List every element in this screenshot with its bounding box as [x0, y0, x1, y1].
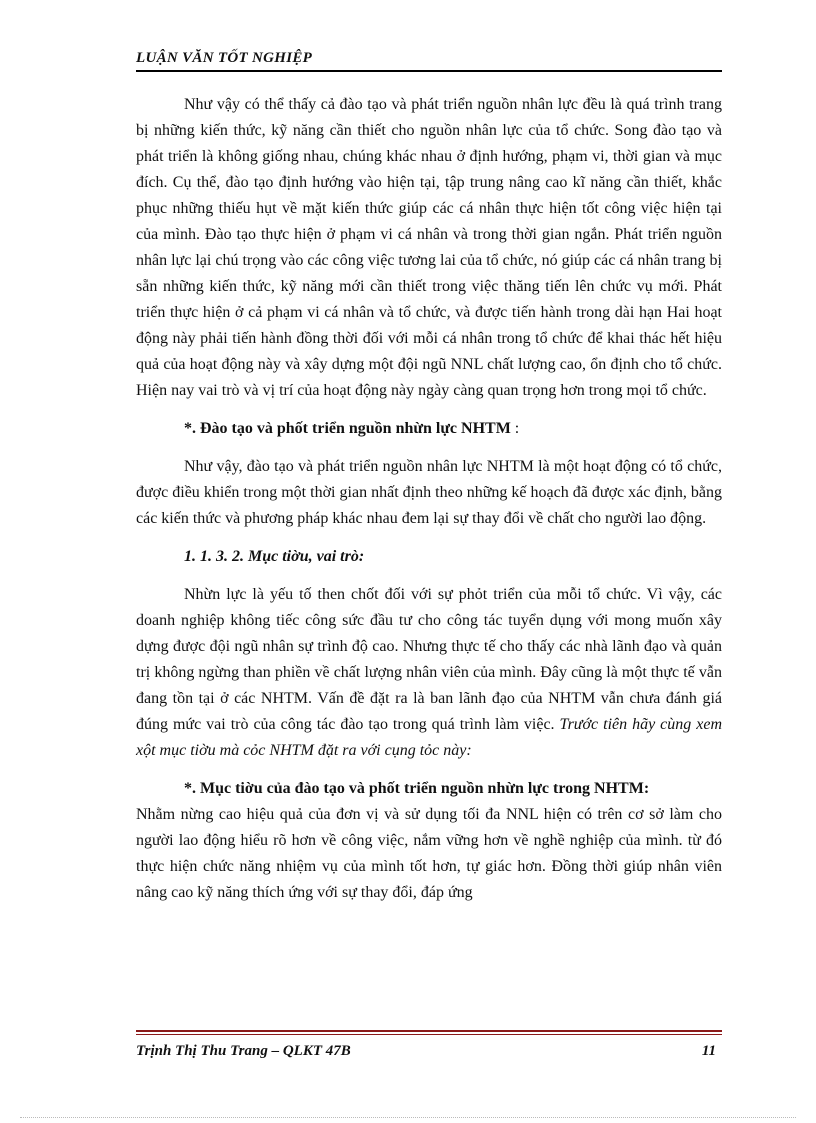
footer-rule-thin — [136, 1034, 722, 1035]
footer-rule-thick — [136, 1030, 722, 1032]
paragraph-1: Như vậy có thể thấy cả đào tạo và phát triển nguồn nhân lực đều là quá trình trang bị những kiến thức, kỹ năng cần thiết cho nguồn nhân lực của tổ chức. Song đào tạo và phát triển là không giống nhau, chúng khác nhau ở định hướng, phạm vi, thời gian và mục đích. Cụ thể, đào tạo định hướng vào hiện tại, tập trung nâng cao kĩ năng cần thiết, khắc phục những thiếu hụt về mặt kiến thức giúp các cá nhân thực hiện tốt công việc hiện tại của mình. Đào tạo thực hiện ở phạm vi cá nhân và trong thời gian ngắn. Phát triển nguồn nhân lực lại chú trọng vào các công việc tương lai của tổ chức, nó giúp các cá nhân trang bị sẵn những kiến thức, kỹ năng mới cần thiết trong việc thăng tiến lên chức vụ mới. Phát triển thực hiện ở cả phạm vi cá nhân và tổ chức, và được tiến hành trong dài hạn Hai hoạt động này phải tiến hành đồng thời đối với mỗi cá nhân trong tổ chức để khai thác hết hiệu quả của hoạt động này và xây dựng một đội ngũ NNL chất lượng cao, ổn định cho tổ chức. Hiện nay vai trò và vị trí của hoạt động này ngày càng quan trọng hơn trong mọi tổ chức. — [136, 96, 722, 399]
section-heading-1 — [136, 416, 722, 442]
page-footer — [136, 1040, 722, 1062]
document-body — [136, 92, 722, 906]
section-heading-3: *. Mục tiờu của đào tạo và phốt triển nguồn nhừn lực trong NHTM: — [184, 780, 650, 797]
header-title: LUẬN VĂN TỐT NGHIỆP — [136, 50, 313, 66]
section-heading-2: 1. 1. 3. 2. Mục tiờu, vai trò: — [184, 548, 365, 565]
heading-1-suffix: : — [510, 420, 520, 437]
paragraph-4: Nhằm nừng cao hiệu quả của đơn vị và sử dụng tối đa NNL hiện có trên cơ sở làm cho người lao động hiểu rõ hơn về công việc, nắm vững hơn về nghề nghiệp của mình. từ đó thực hiện chức năng nhiệm vụ của mình tốt hơn, tự giác hơn. Đồng thời giúp nhân viên nâng cao kỹ năng thích ứng với sự thay đổi, đáp ứng — [136, 806, 722, 901]
paragraph-3-italic: Trước tiên hãy cùng xem xột mục tiờu mà cỏc NHTM đặt ra với cụng tỏc này: — [136, 716, 723, 759]
paragraph-3 — [136, 582, 722, 764]
paragraph-3-text: Nhừn lực là yếu tố then chốt đối với sự phỏt triển của mỗi tổ chức. Vì vậy, các doanh nghiệp không tiếc công sức đầu tư cho công tác tuyển dụng với mong muốn xây dựng được đội ngũ nhân sự trình độ cao. Nhưng thực tế cho thấy các nhà lãnh đạo và quản trị không ngừng than phiền về chất lượng nhân viên của mình. Đây cũng là một thực tế vẫn đang tồn tại ở các NHTM. Vấn đề đặt ra là ban lãnh đạo của NHTM vẫn chưa đánh giá đúng mức vai trò của công tác đào tạo trong quá trình làm việc. — [136, 586, 722, 733]
page-header — [136, 46, 722, 72]
paragraph-2: Như vậy, đào tạo và phát triển nguồn nhân lực NHTM là một hoạt động có tổ chức, được điều khiển trong một thời gian nhất định theo những kế hoạch đã được xác định, bằng các kiến thức và phương pháp khác nhau đem lại sự thay đổi về chất cho người lao động. — [136, 458, 722, 527]
heading-1-text: *. Đào tạo và phốt triển nguồn nhừn lực NHTM — [184, 420, 511, 437]
page-boundary-divider — [20, 1117, 796, 1118]
page-number: 11 — [701, 1043, 716, 1059]
footer-author: Trịnh Thị Thu Trang – QLKT 47B — [136, 1043, 351, 1059]
